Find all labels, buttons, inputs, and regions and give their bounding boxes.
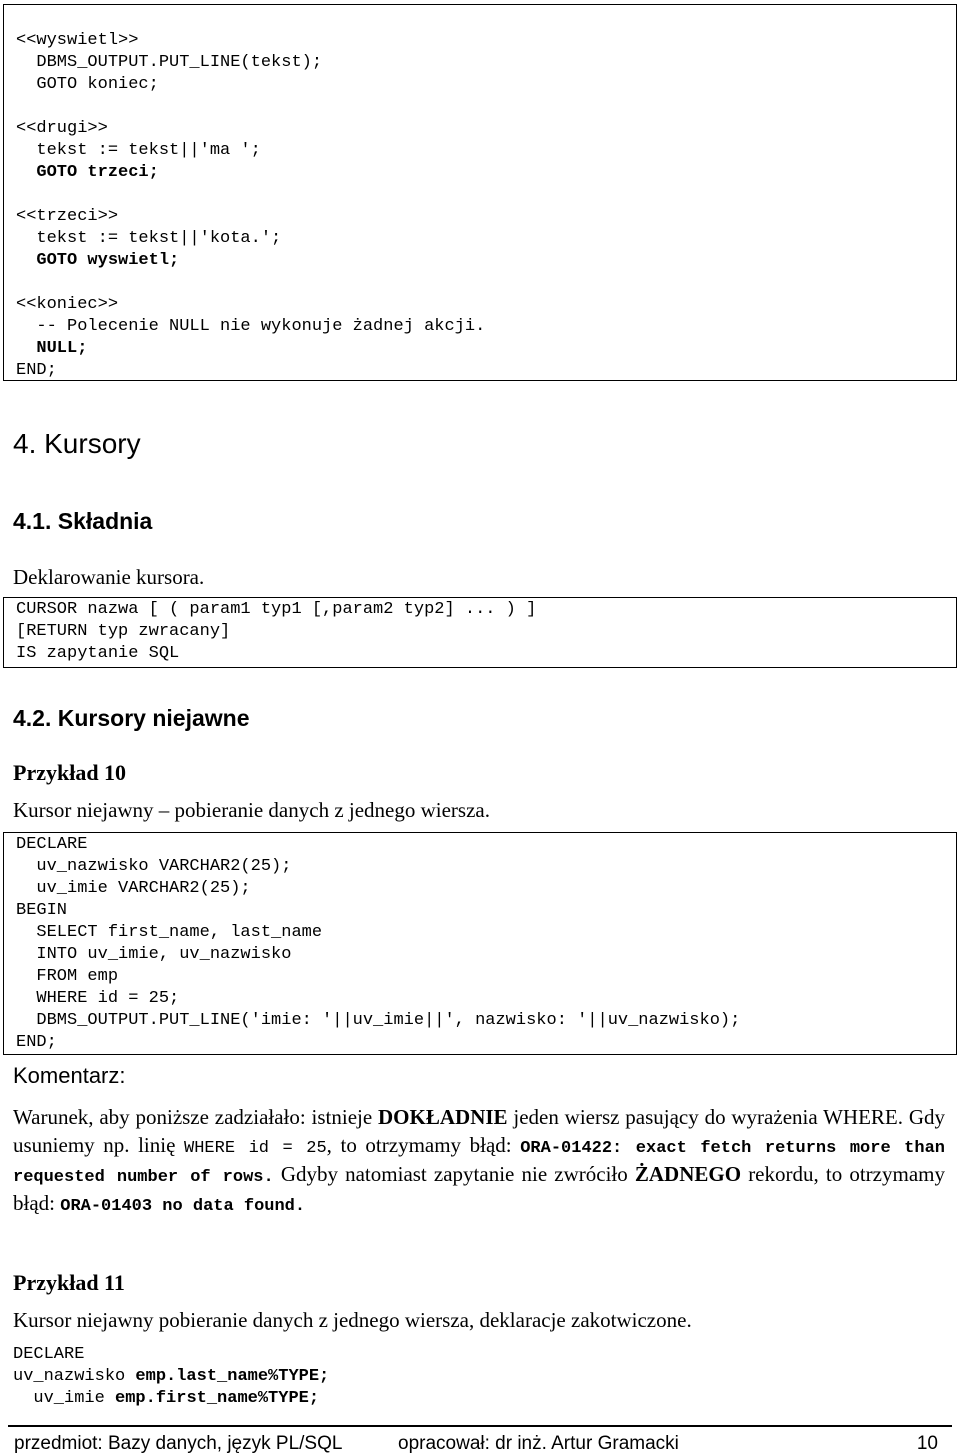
code-line: NULL; bbox=[16, 339, 88, 358]
section-heading-skladnia: 4.1. Składnia bbox=[13, 508, 153, 534]
code-line: CURSOR nazwa [ ( param1 typ1 [,param2 typ2] ... ) ] bbox=[16, 600, 537, 619]
code-line bbox=[16, 96, 944, 118]
code-block-example-11 bbox=[13, 1344, 329, 1410]
code-line: uv_imie VARCHAR2(25); bbox=[16, 879, 251, 898]
code-line bbox=[16, 272, 944, 294]
code-line: SELECT first_name, last_name bbox=[16, 923, 323, 942]
code-line bbox=[13, 1388, 329, 1410]
code-line: -- Polecenie NULL nie wykonuje żadnej akcji. bbox=[16, 317, 486, 336]
example-label: Przykład 10 bbox=[13, 760, 127, 785]
example-description: Kursor niejawny – pobieranie danych z jednego wiersza. bbox=[13, 798, 490, 822]
code-token: uv_imie bbox=[13, 1389, 116, 1408]
code-line: tekst := tekst||'ma '; bbox=[16, 141, 261, 160]
code-line: BEGIN bbox=[16, 901, 68, 920]
code-line: <<drugi>> bbox=[16, 119, 108, 138]
code-line: DBMS_OUTPUT.PUT_LINE(tekst); bbox=[16, 53, 323, 72]
section-heading-kursory-niejawne: 4.2. Kursory niejawne bbox=[13, 705, 250, 731]
footer-author: opracował: dr inż. Artur Gramacki bbox=[398, 1433, 679, 1454]
code-line: DECLARE bbox=[16, 835, 88, 854]
code-line: END; bbox=[16, 361, 57, 380]
comment-text: , to otrzymamy błąd: bbox=[326, 1133, 521, 1157]
comment-text: jeden wiersz pasujący do wyrażenia WHERE. Gdy usuniemy np. linię bbox=[13, 1105, 945, 1157]
code-line: END; bbox=[16, 1033, 57, 1052]
code-token: uv_nazwisko bbox=[13, 1367, 136, 1386]
footer-subject: przedmiot: Bazy danych, język PL/SQL bbox=[14, 1433, 343, 1454]
example-label: Przykład 11 bbox=[13, 1270, 125, 1295]
code-line: GOTO wyswietl; bbox=[16, 251, 180, 270]
code-line bbox=[13, 1366, 329, 1388]
code-line: FROM emp bbox=[16, 967, 119, 986]
page-footer bbox=[8, 1425, 952, 1455]
code-line: IS zapytanie SQL bbox=[16, 644, 180, 663]
page-number: 10 bbox=[916, 1433, 938, 1454]
error-message: ORA-01422: exact fetch returns more than requested number of rows. bbox=[13, 1139, 945, 1187]
comment-paragraph bbox=[13, 1103, 945, 1218]
code-block-example-10 bbox=[3, 832, 957, 1055]
code-line: GOTO trzeci; bbox=[16, 163, 159, 182]
code-line: uv_nazwisko VARCHAR2(25); bbox=[16, 857, 292, 876]
code-line: <<trzeci>> bbox=[16, 207, 119, 226]
code-line bbox=[16, 184, 944, 206]
code-line: [RETURN typ zwracany] bbox=[16, 622, 231, 641]
comment-text: Warunek, aby poniższe zadziałało: istnieje bbox=[13, 1105, 379, 1129]
example-description: Kursor niejawny pobieranie danych z jednego wiersza, deklaracje zakotwiczone. bbox=[13, 1308, 692, 1332]
section-heading-kursory: 4. Kursory bbox=[13, 428, 141, 459]
code-line: DBMS_OUTPUT.PUT_LINE('imie: '||uv_imie||', nazwisko: '||uv_nazwisko); bbox=[16, 1011, 741, 1030]
code-line: INTO uv_imie, uv_nazwisko bbox=[16, 945, 292, 964]
code-block-goto bbox=[3, 4, 957, 381]
code-line: <<koniec>> bbox=[16, 295, 119, 314]
comment-text: rekordu, to otrzymamy błąd: bbox=[13, 1162, 945, 1215]
code-line: WHERE id = 25; bbox=[16, 989, 180, 1008]
paragraph-intro: Deklarowanie kursora. bbox=[13, 565, 205, 589]
comment-text: Gdyby natomiast zapytanie nie zwróciło bbox=[273, 1162, 635, 1186]
code-line: GOTO koniec; bbox=[16, 75, 159, 94]
code-token: emp.last_name%TYPE; bbox=[135, 1367, 330, 1386]
comment-emphasis: DOKŁADNIE bbox=[378, 1105, 508, 1129]
comment-emphasis: ŻADNEGO bbox=[634, 1162, 742, 1186]
error-message: ORA-01403 no data found. bbox=[60, 1197, 306, 1216]
inline-code: WHERE id = 25 bbox=[184, 1139, 327, 1158]
code-line: DECLARE bbox=[13, 1345, 85, 1364]
code-line: tekst := tekst||'kota.'; bbox=[16, 229, 282, 248]
code-token: emp.first_name%TYPE; bbox=[115, 1389, 320, 1408]
comment-label: Komentarz: bbox=[13, 1063, 126, 1088]
code-block-cursor-syntax bbox=[3, 597, 957, 668]
code-line: <<wyswietl>> bbox=[16, 31, 139, 50]
